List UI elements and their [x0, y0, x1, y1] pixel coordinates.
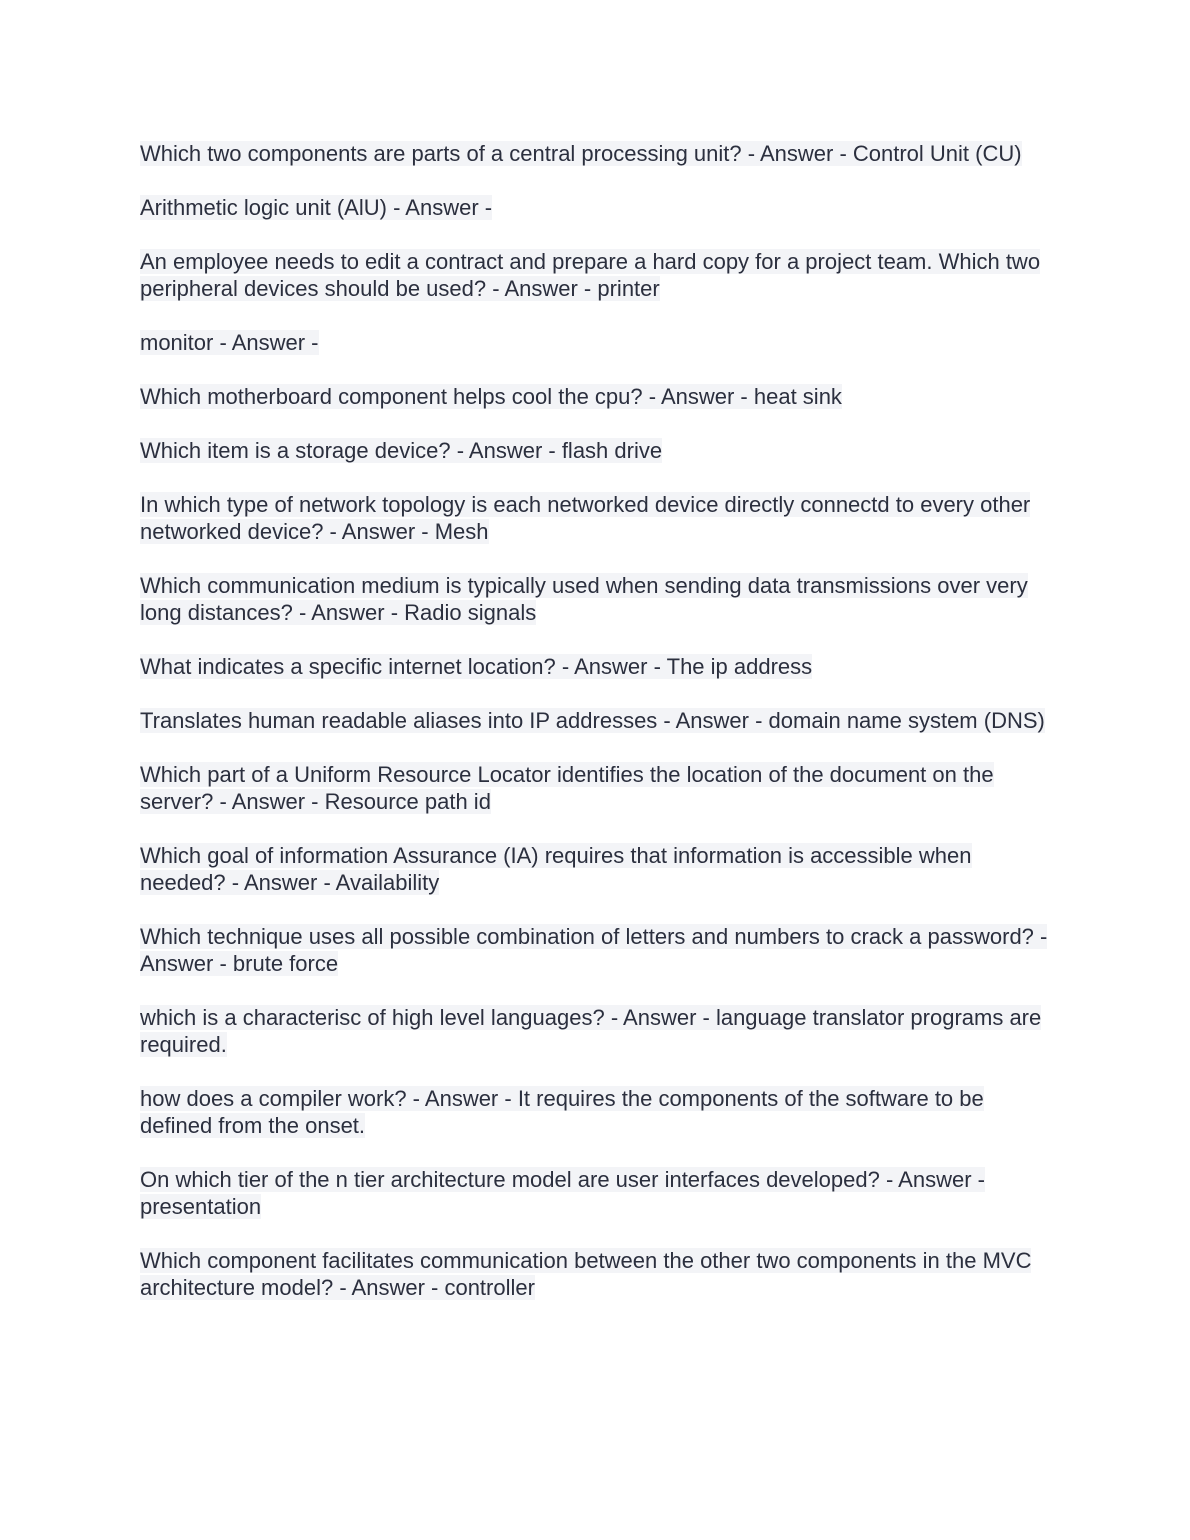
qa-entry-15	[140, 1085, 1050, 1139]
qa-entry-6	[140, 437, 1050, 464]
qa-text: monitor - Answer -	[140, 330, 319, 355]
qa-text: Which goal of information Assurance (IA) requires that information is accessible when needed? - Answer - Availability	[140, 843, 972, 895]
qa-text: Which part of a Uniform Resource Locator identifies the location of the document on the server? - Answer - Resource path id	[140, 762, 994, 814]
qa-entry-2	[140, 194, 1050, 221]
qa-text: Which motherboard component helps cool the cpu? - Answer - heat sink	[140, 384, 842, 409]
qa-entry-9	[140, 653, 1050, 680]
qa-entry-14	[140, 1004, 1050, 1058]
qa-text: Arithmetic logic unit (AlU) - Answer -	[140, 195, 493, 220]
qa-entry-7	[140, 491, 1050, 545]
qa-text: Which item is a storage device? - Answer - flash drive	[140, 438, 663, 463]
qa-text: Which communication medium is typically used when sending data transmissions over very long distances? - Answer - Radio signals	[140, 573, 1028, 625]
qa-list	[140, 140, 1050, 1328]
qa-entry-10	[140, 707, 1050, 734]
qa-entry-8	[140, 572, 1050, 626]
qa-entry-1	[140, 140, 1050, 167]
qa-text: Which component facilitates communication between the other two components in the MVC architecture model? - Answer - controller	[140, 1248, 1032, 1300]
qa-text: What indicates a specific internet location? - Answer - The ip address	[140, 654, 813, 679]
qa-text: An employee needs to edit a contract and prepare a hard copy for a project team. Which two peripheral devices should be used? - Answer - printer	[140, 249, 1041, 301]
qa-entry-17	[140, 1247, 1050, 1301]
qa-entry-16	[140, 1166, 1050, 1220]
qa-entry-12	[140, 842, 1050, 896]
qa-text: Which two components are parts of a central processing unit? - Answer - Control Unit (CU)	[140, 141, 1022, 166]
qa-entry-3	[140, 248, 1050, 302]
qa-entry-5	[140, 383, 1050, 410]
qa-entry-13	[140, 923, 1050, 977]
qa-entry-11	[140, 761, 1050, 815]
qa-text: Which technique uses all possible combination of letters and numbers to crack a password? - Answer - brute force	[140, 924, 1048, 976]
qa-text: Translates human readable aliases into IP addresses - Answer - domain name system (DNS)	[140, 708, 1045, 733]
qa-text: On which tier of the n tier architecture model are user interfaces developed? - Answer - presentation	[140, 1167, 985, 1219]
qa-text: which is a characterisc of high level languages? - Answer - language translator programs are required.	[140, 1005, 1042, 1057]
qa-entry-4	[140, 329, 1050, 356]
qa-text: how does a compiler work? - Answer - It requires the components of the software to be defined from the onset.	[140, 1086, 984, 1138]
qa-text: In which type of network topology is each networked device directly connectd to every other networked device? - Answer - Mesh	[140, 492, 1031, 544]
